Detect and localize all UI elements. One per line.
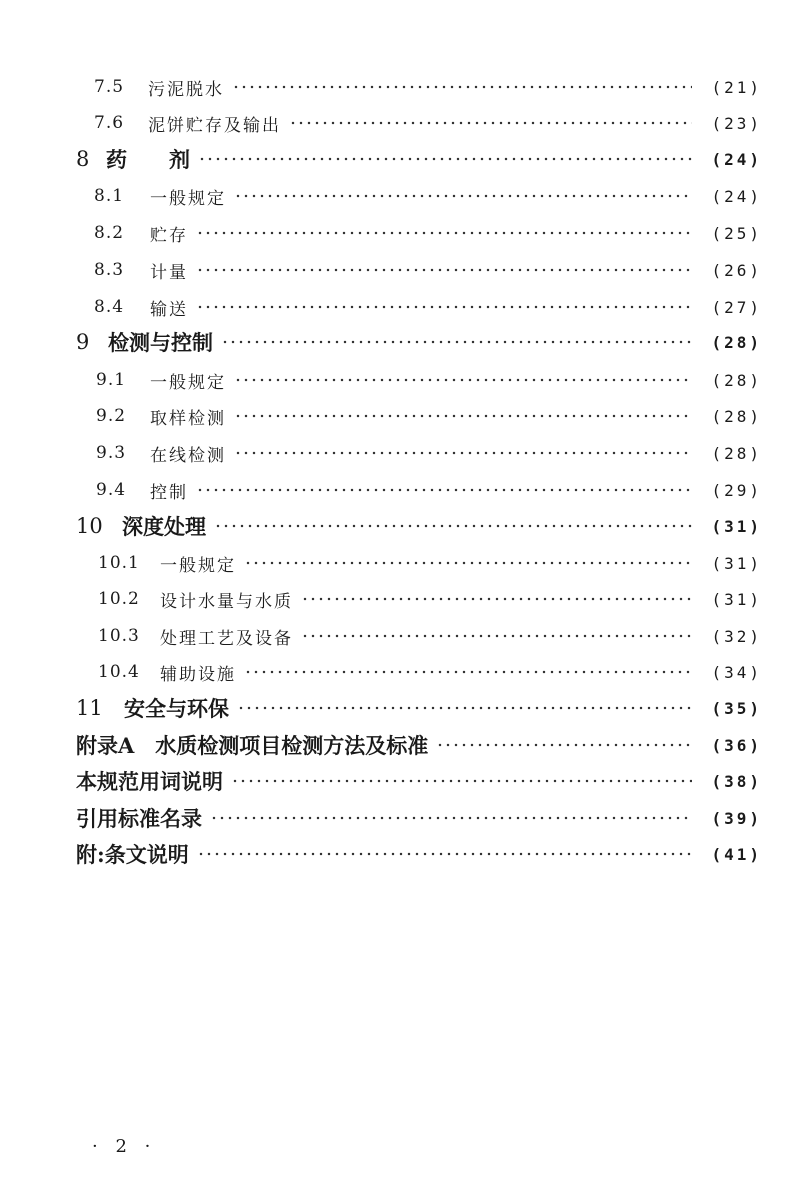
dot-leader <box>244 554 692 572</box>
toc-entry-page: (35) <box>711 698 762 718</box>
dot-leader <box>196 224 692 242</box>
toc-entry <box>98 621 762 651</box>
toc-entry <box>76 327 762 357</box>
dot-leader <box>237 699 692 717</box>
toc-entry-page: (28) <box>711 406 762 426</box>
toc-entry-page: (23) <box>711 113 762 133</box>
dot-leader <box>301 590 692 608</box>
toc-entry-page: (31) <box>711 589 762 609</box>
toc-entry-title: 检测与控制 <box>108 330 213 355</box>
dot-leader <box>301 627 692 645</box>
toc-entry-title: 泥饼贮存及输出 <box>148 115 281 136</box>
toc-entry-number: 10 <box>76 514 103 538</box>
toc-entry <box>96 365 762 395</box>
toc-entry-title: 一般规定 <box>150 372 226 393</box>
toc-entry-page: (32) <box>711 626 762 646</box>
dot-leader <box>196 261 692 279</box>
toc-entry <box>76 144 762 174</box>
dot-leader <box>196 298 692 316</box>
toc-entry-page: (24) <box>711 149 762 169</box>
toc-entry-page: (28) <box>711 332 762 352</box>
toc-entry-number: 10.4 <box>98 662 140 682</box>
toc-entry <box>76 730 762 760</box>
dot-leader <box>196 481 692 499</box>
toc-entry <box>94 218 762 248</box>
toc-entry <box>94 108 762 138</box>
toc-entry-title: 药 剂 <box>106 147 190 172</box>
dot-leader <box>210 809 692 827</box>
dot-leader <box>231 772 692 790</box>
toc-entry-number: 7.6 <box>94 113 125 133</box>
toc-entry-title: 输送 <box>150 299 188 320</box>
toc-entry-number: 8.2 <box>94 223 125 243</box>
toc-entry-page: (34) <box>711 662 762 682</box>
toc-entry-page: (36) <box>711 735 762 755</box>
dot-leader <box>234 444 692 462</box>
toc-entry <box>96 475 762 505</box>
dot-leader <box>234 371 692 389</box>
dot-leader <box>197 845 692 863</box>
toc-entry-page: (29) <box>711 480 762 500</box>
toc-entry-page: (38) <box>711 771 762 791</box>
toc-entry-title: 一般规定 <box>160 555 236 576</box>
dot-leader <box>289 114 692 132</box>
dot-leader <box>232 78 692 96</box>
toc-entry-page: (26) <box>711 260 762 280</box>
toc-entry <box>94 181 762 211</box>
dot-leader <box>436 736 692 754</box>
toc-entry-page: (31) <box>711 516 762 536</box>
toc-entry-number: 9 <box>76 330 90 354</box>
toc-entry-page: (27) <box>711 297 762 317</box>
toc-entry <box>96 438 762 468</box>
toc-entry <box>98 657 762 687</box>
toc-entry-number: 9.2 <box>96 406 127 426</box>
toc-entry-page: (39) <box>711 808 762 828</box>
toc-entry-page: (28) <box>711 443 762 463</box>
toc-entry-title: 辅助设施 <box>160 664 236 685</box>
toc-entry-title: 本规范用词说明 <box>76 769 223 794</box>
dot-leader <box>234 407 692 425</box>
toc-entry <box>98 584 762 614</box>
dot-leader <box>214 517 692 535</box>
toc-entry <box>76 839 762 869</box>
toc-entry-number: 7.5 <box>94 77 125 97</box>
toc-entry-number: 8.4 <box>94 297 125 317</box>
toc-entry <box>76 693 762 723</box>
toc-entry-title: 附录A 水质检测项目检测方法及标准 <box>76 733 429 758</box>
toc-entry <box>96 401 762 431</box>
dot-leader <box>244 663 692 681</box>
toc-entry-title: 深度处理 <box>122 514 206 539</box>
toc-entry-title: 计量 <box>150 262 188 283</box>
toc-entry-number: 8 <box>76 147 90 171</box>
toc-entry-number: 8.3 <box>94 260 125 280</box>
toc-entry-title: 引用标准名录 <box>76 806 202 831</box>
toc-entry-number: 9.4 <box>96 480 127 500</box>
toc-entry <box>94 292 762 322</box>
toc-entry-title: 设计水量与水质 <box>160 591 293 612</box>
toc-entry-title: 污泥脱水 <box>148 79 224 100</box>
dot-leader <box>198 150 692 168</box>
toc-entry-page: (24) <box>711 186 762 206</box>
toc-entry-page: (21) <box>711 77 762 97</box>
toc-entry-title: 安全与环保 <box>124 696 229 721</box>
toc-entry-page: (25) <box>711 223 762 243</box>
toc-entry-page: (31) <box>711 553 762 573</box>
toc-entry-number: 10.2 <box>98 589 140 609</box>
toc-entry-page: (28) <box>711 370 762 390</box>
toc-entry <box>76 803 762 833</box>
toc-entry-number: 8.1 <box>94 186 125 206</box>
toc-entry-title: 取样检测 <box>150 408 226 429</box>
toc-entry-page: (41) <box>711 844 762 864</box>
toc-entry <box>94 72 762 102</box>
dot-leader <box>221 333 692 351</box>
toc-entry-number: 9.3 <box>96 443 127 463</box>
toc-entry-title: 处理工艺及设备 <box>160 628 293 649</box>
toc-entry-number: 10.3 <box>98 626 140 646</box>
toc-entry-number: 9.1 <box>96 370 127 390</box>
toc-entry <box>76 511 762 541</box>
toc-entry-number: 11 <box>76 696 103 720</box>
dot-leader <box>234 187 692 205</box>
toc-entry-title: 一般规定 <box>150 188 226 209</box>
toc-entry <box>98 548 762 578</box>
toc-entry-title: 附:条文说明 <box>76 842 189 867</box>
toc-entry-number: 10.1 <box>98 553 140 573</box>
page-number: · 2 · <box>92 1136 157 1157</box>
toc-entry <box>94 255 762 285</box>
toc-entry <box>76 766 762 796</box>
toc-entry-title: 在线检测 <box>150 445 226 466</box>
toc-entry-title: 贮存 <box>150 225 188 246</box>
toc-entry-title: 控制 <box>150 482 188 503</box>
